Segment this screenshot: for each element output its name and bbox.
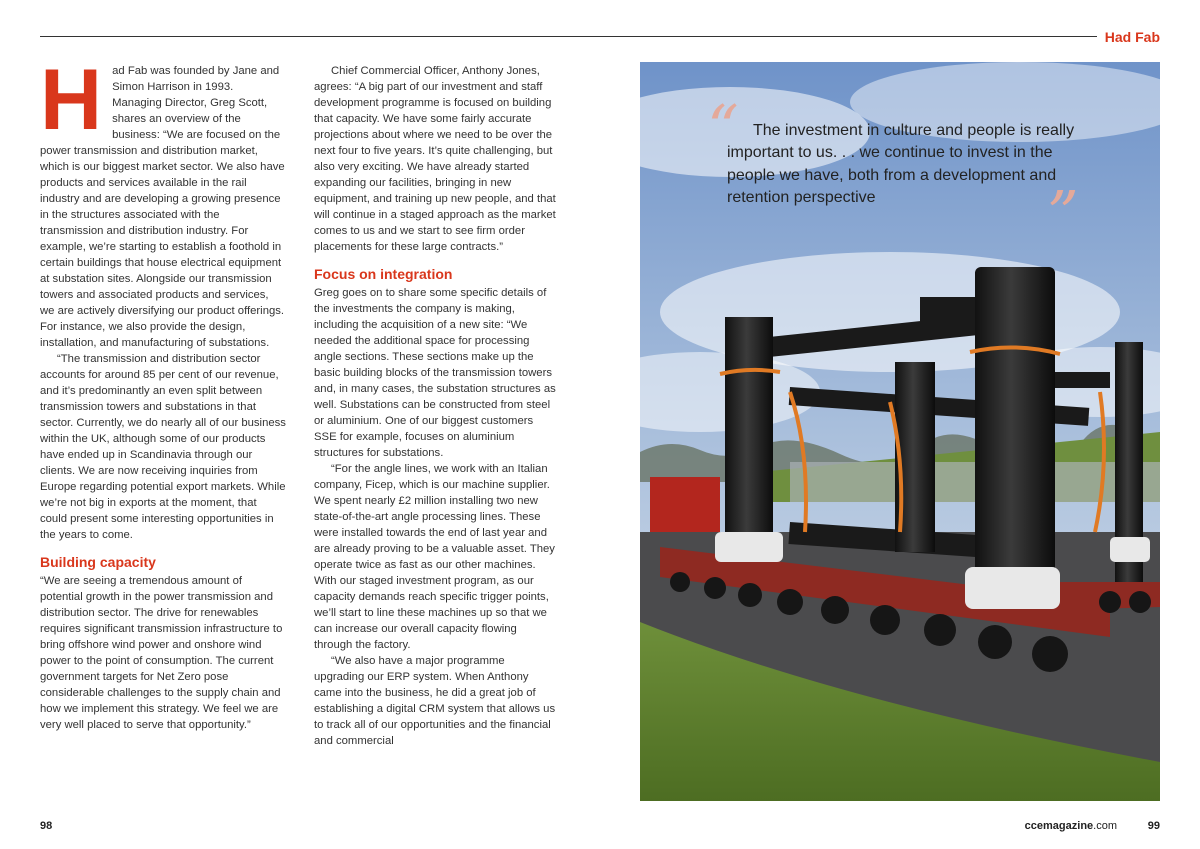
article-column-left: [40, 52, 286, 733]
site-url-suffix: .com: [1093, 820, 1117, 832]
page-number-left: 98: [40, 820, 53, 832]
paragraph: “We are seeing a tremendous amount of potential growth in the power transmission and distribution sector. The drive for renewables requires significant transmission infrastructure to bring offshore wind power and onshore wind power to the point of consumption. The current government targets for Net Zero pose considerable challenges to the supply chain and how we implement this strategy. We feel we are very well placed to serve that opportunity.”: [40, 575, 283, 731]
section-heading-building-capacity: Building capacity: [40, 554, 156, 570]
quote-close-mark: ”: [1047, 177, 1079, 250]
pull-quote: [727, 120, 1087, 209]
section-heading-focus-on-integration: Focus on integration: [314, 266, 453, 282]
quote-open-mark: “: [707, 91, 739, 164]
intro-paragraph: [40, 52, 286, 351]
paragraph: “The transmission and distribution sector accounts for around 85 per cent of our revenue, and it’s predominantly an even split between transmission towers and substations in that sector. Currently, we do nearly all of our business within the UK, although some of our products have ended up in Scandinavia through our clients. We are now receiving inquiries from Europe regarding potential export markets. While we’re not big in exports at the moment, that could present some interesting opportunities in the years to come.: [40, 353, 286, 541]
paragraph: Chief Commercial Officer, Anthony Jones, agrees: “A big part of our investment and staff development programme is focused on building that capacity. We have some fairly accurate projections about where we need to be over the next four to five years. It’s quite challenging, but also very exciting. We have already started expanding our facilities, bringing in new equipment, and training up new people, and that will continue in a staged approach as the market comes to us and we start to see firm order placements for these large contracts.”: [314, 65, 556, 253]
drop-cap: H: [40, 52, 103, 148]
intro-text: ad Fab was founded by Jane and Simon Harrison in 1993. Managing Director, Greg Scott, shares an overview of the business: “We are focused on the power transmission and distribution market, which is our biggest market sector. We also have products and services available in the rail industry and are developing a growing presence in the structures associated with the transmission and distribution industry. For example, we’re starting to establish a foothold in certain buildings that house electrical equipment at substation sites. Alongside our transmission towers and associated products and services, we are actively diversifying our product offerings. For instance, we also provide the design, installation, and manufacturing of substations.: [40, 65, 285, 349]
paragraph: “We also have a major programme upgrading our ERP system. When Anthony came into the business, he did a great job of establishing a digital CRM system that allows us to track all of our opportunities and the financial and commercial: [314, 655, 556, 747]
page-number-right: 99: [1147, 820, 1160, 832]
header-rule: [40, 36, 1097, 37]
section-brand: Had Fab: [1104, 29, 1160, 45]
paragraph: “For the angle lines, we work with an Italian company, Ficep, which is our machine supplier. We spent nearly £2 million installing two new state-of-the-art angle processing lines. These were installed towards the end of last year and are already proving to be a valuable asset. They operate twice as fast as our other machines. With our staged investment program, as our capacity demands reach specific trigger points, we’ll start to line these machines up so that we can increase our overall capacity flowing through the factory.: [314, 463, 555, 651]
site-url[interactable]: [1025, 820, 1117, 832]
article-column-middle: [314, 63, 558, 749]
pull-quote-text: The investment in culture and people is really important to us. . . we continue to invest in the people we have, both from a development and retention perspective: [727, 122, 1075, 206]
site-url-bold: ccemagazine: [1024, 820, 1094, 832]
paragraph: Greg goes on to share some specific details of the investments the company is making, including the acquisition of a new site: “We needed the additional space for processing angle sections. These sections make up the basic building blocks of the transmission towers and, in many cases, the substation structures as well. Substations can be constructed from steel or aluminium. One of our biggest customers SSE for example, focuses on aluminium structures for substations.: [314, 287, 556, 459]
